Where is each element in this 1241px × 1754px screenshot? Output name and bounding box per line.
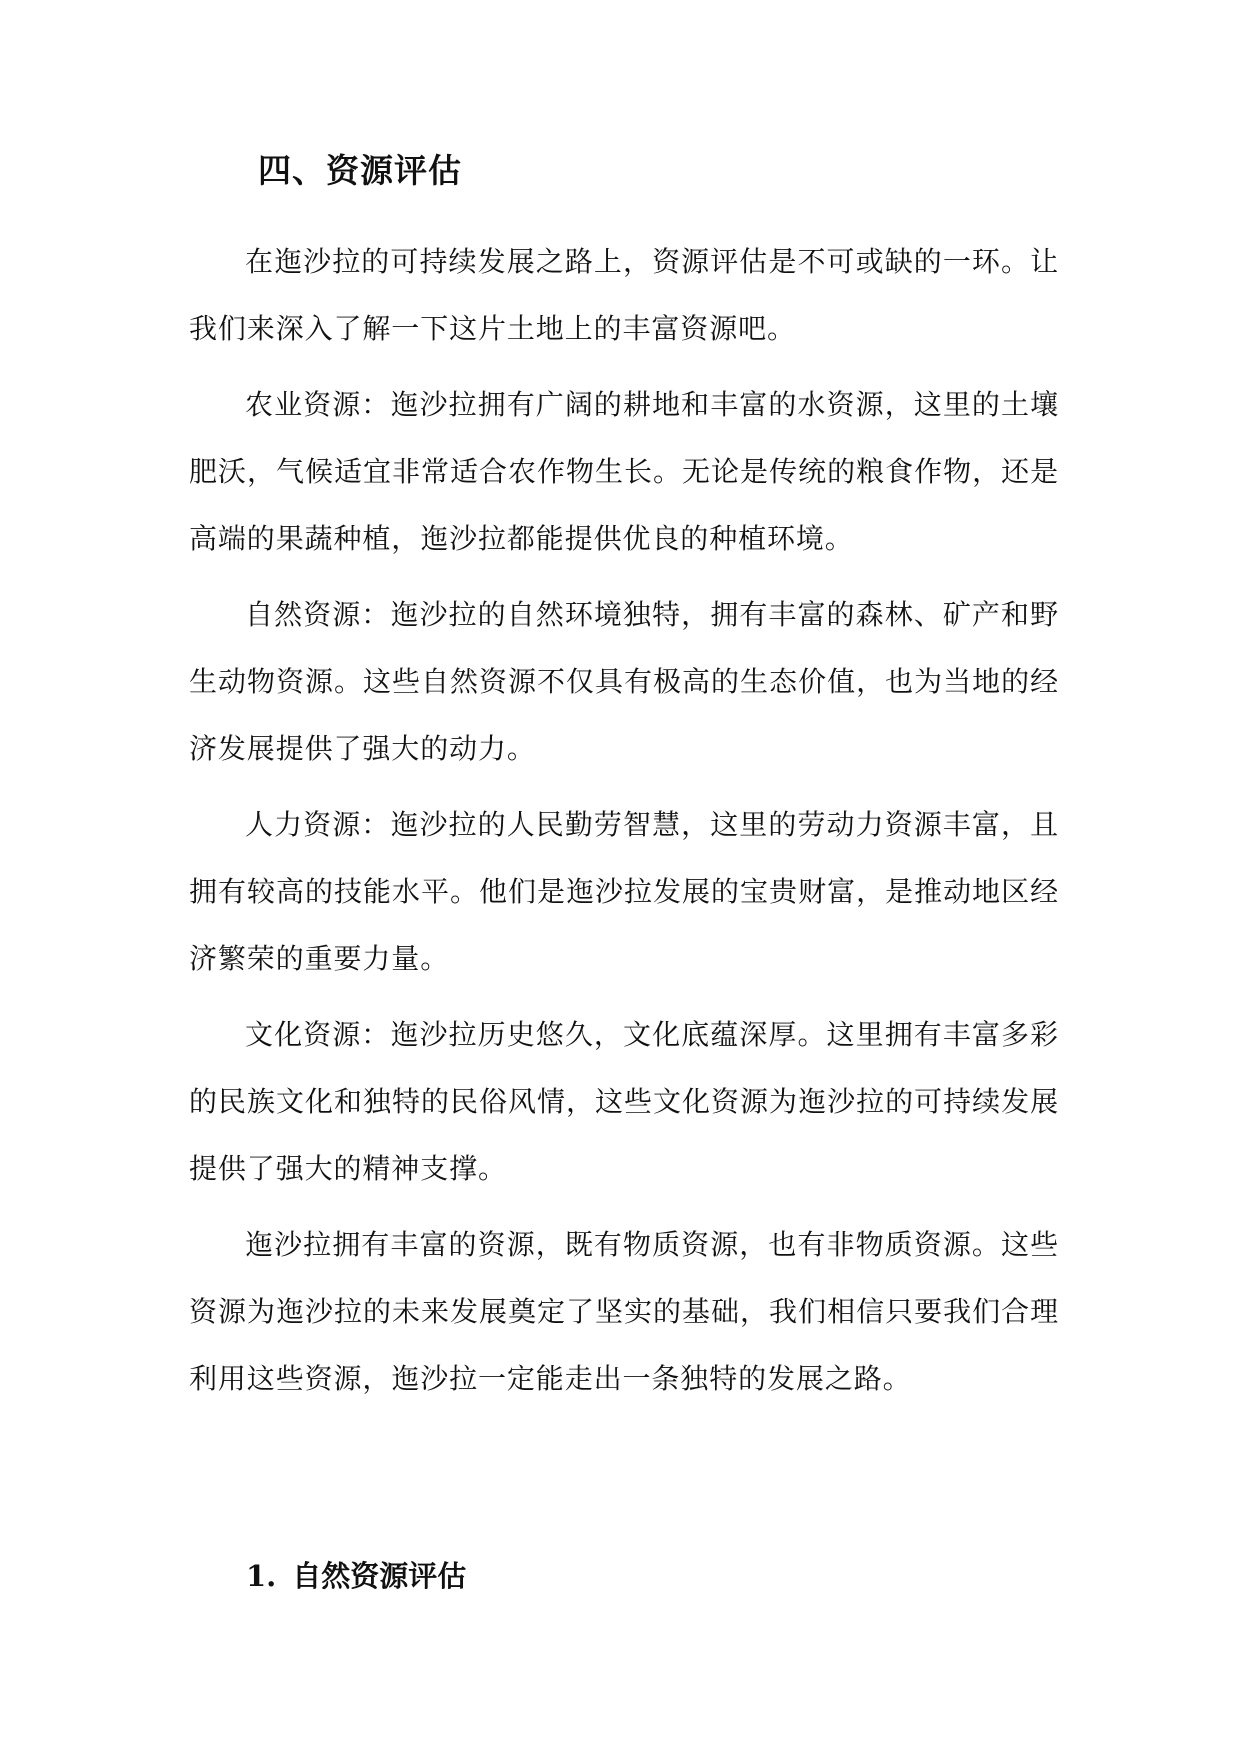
subsection-title: 自然资源评估 [292,1559,467,1593]
paragraph-cultural-resources: 文化资源：迤沙拉历史悠久，文化底蕴深厚。这里拥有丰富多彩的民族文化和独特的民俗风情，这些文化资源为迤沙拉的可持续发展提供了强大的精神支撑。 [189,1018,1059,1185]
subsection-number: 1. [246,1559,277,1593]
body-text [189,228,1059,1421]
subsection-heading [246,1552,466,1600]
paragraph-agricultural-resources: 农业资源：迤沙拉拥有广阔的耕地和丰富的水资源，这里的土壤肥沃，气候适宜非常适合农作物生长。无论是传统的粮食作物，还是高端的果蔬种植，迤沙拉都能提供优良的种植环境。 [189,388,1059,555]
section-heading: 四、资源评估 [258,151,462,190]
paragraph-intro: 在迤沙拉的可持续发展之路上，资源评估是不可或缺的一环。让我们来深入了解一下这片土地上的丰富资源吧。 [189,245,1059,345]
paragraph-human-resources: 人力资源：迤沙拉的人民勤劳智慧，这里的劳动力资源丰富，且拥有较高的技能水平。他们是迤沙拉发展的宝贵财富，是推动地区经济繁荣的重要力量。 [189,808,1059,975]
paragraph-summary: 迤沙拉拥有丰富的资源，既有物质资源，也有非物质资源。这些资源为迤沙拉的未来发展奠定了坚实的基础，我们相信只要我们合理利用这些资源，迤沙拉一定能走出一条独特的发展之路。 [189,1228,1059,1395]
paragraph-natural-resources: 自然资源：迤沙拉的自然环境独特，拥有丰富的森林、矿产和野生动物资源。这些自然资源不仅具有极高的生态价值，也为当地的经济发展提供了强大的动力。 [189,598,1059,765]
